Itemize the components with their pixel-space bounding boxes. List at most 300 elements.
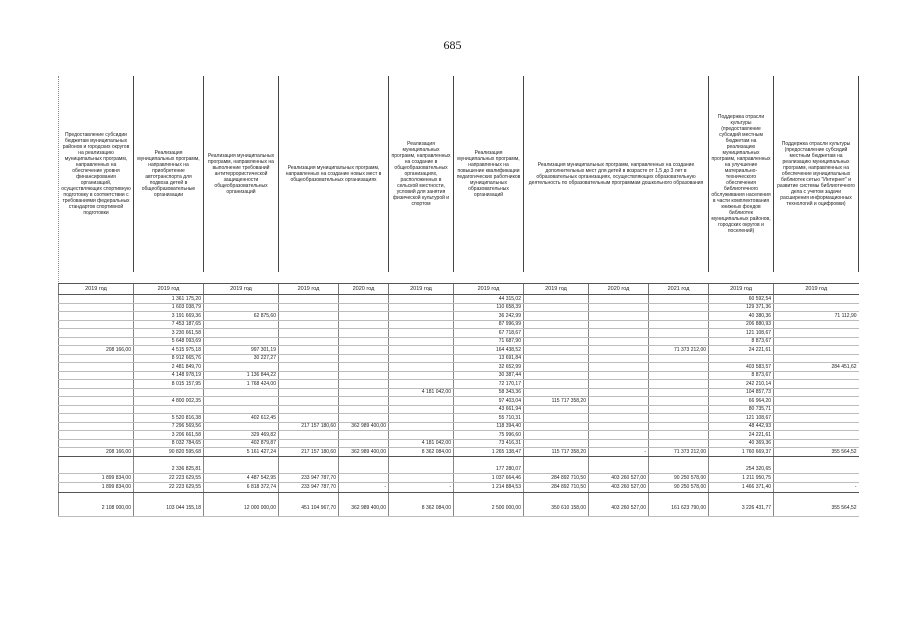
table-cell: [774, 329, 859, 338]
table-cell: 115 717 358,20: [524, 448, 589, 457]
table-cell: [649, 329, 709, 338]
table-cell: [524, 312, 589, 321]
table-cell: 206 880,93: [709, 320, 774, 329]
table-cell: [59, 439, 134, 448]
header-cell: Предоставление субсидии бюджетам муниципальных районов и городских округов на реализацию муниципальных программ, направленных на обеспечение уровня финансирования организаций, осуществляющих спортивную подготовку в соответствии с требованиями федеральных стандартов спортивной подготовки: [59, 76, 134, 272]
table-cell: [279, 431, 339, 440]
table-cell: [339, 303, 389, 312]
year-cell: 2019 год: [59, 284, 134, 295]
table-cell: 1 899 834,00: [59, 474, 134, 483]
table-cell: [389, 320, 454, 329]
table-cell: [204, 295, 279, 304]
table-cell: [59, 414, 134, 423]
table-cell: [59, 295, 134, 304]
table-cell: [589, 337, 649, 346]
table-row: [59, 295, 859, 304]
table-cell: [524, 303, 589, 312]
table-cell: [279, 388, 339, 397]
table-cell: 997 301,19: [204, 346, 279, 355]
table-cell: 90 250 578,00: [649, 474, 709, 483]
table-cell: [59, 380, 134, 389]
table-cell: 121 108,67: [709, 329, 774, 338]
header-cell: Реализация муниципальных программ, направленных на создание дополнительных мест для детей в возрасте от 1,5 до 3 лет в образовательных организациях, осуществляющих образовательную деятельность по образовательным программам дошкольного образования: [524, 76, 709, 272]
table-cell: 8 362 084,00: [389, 448, 454, 457]
table-cell: [774, 380, 859, 389]
table-cell: 30 227,27: [204, 354, 279, 363]
table-cell: [59, 329, 134, 338]
table-cell: [774, 388, 859, 397]
table-cell: [649, 388, 709, 397]
table-cell: 403 260 527,00: [589, 482, 649, 492]
table-cell: [524, 405, 589, 414]
table-cell: [339, 295, 389, 304]
table-cell: [589, 414, 649, 423]
table-cell: [524, 380, 589, 389]
table-cell: [589, 303, 649, 312]
table-cell: 2 500 000,00: [454, 502, 524, 517]
table-cell: [279, 380, 339, 389]
year-cell: 2020 год: [589, 284, 649, 295]
table-cell: 1 899 834,00: [59, 482, 134, 492]
table-cell: [59, 466, 134, 474]
table-cell: 254 320,65: [709, 466, 774, 474]
table-cell: [774, 414, 859, 423]
table-cell: 1 603 038,79: [134, 303, 204, 312]
table-cell: [59, 337, 134, 346]
table-cell: 75 996,60: [454, 431, 524, 440]
table-cell: [389, 431, 454, 440]
table-cell: 4 148 978,19: [134, 371, 204, 380]
table-row: [59, 354, 859, 363]
table-cell: [589, 388, 649, 397]
table-cell: [589, 320, 649, 329]
table-cell: [524, 329, 589, 338]
table-cell: [279, 439, 339, 448]
table-cell: [589, 295, 649, 304]
table-cell: 121 108,67: [709, 414, 774, 423]
table-cell: [589, 329, 649, 338]
table-cell: [204, 405, 279, 414]
table-cell: 129 371,36: [709, 303, 774, 312]
table-cell: [204, 303, 279, 312]
table-cell: 1 760 669,37: [709, 448, 774, 457]
table-cell: 8 362 084,00: [389, 502, 454, 517]
table-cell: [389, 422, 454, 431]
table-row: [59, 337, 859, 346]
table-cell: [279, 312, 339, 321]
table-cell: 3 206 661,58: [134, 431, 204, 440]
table-cell: [204, 329, 279, 338]
table-cell: [774, 337, 859, 346]
table-cell: 1 211 950,75: [709, 474, 774, 483]
table-cell: 217 157 180,60: [279, 448, 339, 457]
table-cell: [279, 363, 339, 372]
table-cell: [339, 397, 389, 406]
table-cell: 403 260 527,00: [589, 474, 649, 483]
table-cell: 8 873,67: [709, 371, 774, 380]
table-cell: 32 652,99: [454, 363, 524, 372]
table-cell: [774, 466, 859, 474]
table-cell: [524, 388, 589, 397]
spacer-row: [59, 456, 859, 466]
table-cell: 403 260 527,00: [589, 502, 649, 517]
table-cell: 8 015 157,95: [134, 380, 204, 389]
table-cell: [204, 388, 279, 397]
table-cell: 1 768 424,00: [204, 380, 279, 389]
table-cell: [649, 295, 709, 304]
table-cell: 6 818 372,74: [204, 482, 279, 492]
table-cell: [589, 405, 649, 414]
table-cell: 115 717 358,20: [524, 397, 589, 406]
table-cell: [59, 320, 134, 329]
table-cell: [339, 439, 389, 448]
table-cell: 40 380,36: [709, 312, 774, 321]
year-cell: 2019 год: [774, 284, 859, 295]
table-cell: 284 892 710,50: [524, 474, 589, 483]
table-cell: 3 191 669,36: [134, 312, 204, 321]
header-cell: Реализация муниципальных программ, направленных на создание в общеобразовательных организациях, расположенных в сельской местности, условий для занятия физической культурой и спортом: [389, 76, 454, 272]
table-cell: [339, 337, 389, 346]
header-cell: Реализация муниципальных программ, направленных на выполнение требований антитеррористической защищенности общеобразовательных организаций: [204, 76, 279, 272]
table-cell: [389, 346, 454, 355]
table-cell: [524, 320, 589, 329]
table-cell: 2 108 000,00: [59, 502, 134, 517]
table-cell: 164 438,52: [454, 346, 524, 355]
table-cell: 1 361 175,20: [134, 295, 204, 304]
table-cell: 233 947 787,70: [279, 474, 339, 483]
table-cell: [339, 466, 389, 474]
header-cell: Реализация муниципальных программ, направленных на приобретение автотранспорта для подвоза детей в общеобразовательные организации: [134, 76, 204, 272]
table-cell: 71 687,90: [454, 337, 524, 346]
table-cell: [389, 474, 454, 483]
table-cell: 48 442,93: [709, 422, 774, 431]
page-number: 685: [443, 38, 462, 52]
table-cell: 402 612,45: [204, 414, 279, 423]
table-cell: 22 223 629,55: [134, 482, 204, 492]
table-cell: 73 416,31: [454, 439, 524, 448]
table-cell: [774, 439, 859, 448]
table-cell: [649, 405, 709, 414]
table-cell: [589, 422, 649, 431]
table-cell: 7 296 569,56: [134, 422, 204, 431]
table-cell: -: [774, 482, 859, 492]
table-cell: [389, 466, 454, 474]
table-cell: 362 989 400,00: [339, 502, 389, 517]
table-cell: [649, 414, 709, 423]
table-cell: [589, 397, 649, 406]
final-total-row: [59, 502, 859, 517]
table-cell: [524, 439, 589, 448]
table-cell: 5 648 093,69: [134, 337, 204, 346]
table-cell: [339, 354, 389, 363]
table-cell: [589, 371, 649, 380]
table-cell: [774, 346, 859, 355]
table-cell: [204, 363, 279, 372]
table-cell: [279, 354, 339, 363]
table-cell: 103 044 155,18: [134, 502, 204, 517]
table-cell: [649, 397, 709, 406]
table-cell: [589, 466, 649, 474]
table-cell: [524, 295, 589, 304]
table-cell: [774, 303, 859, 312]
table-cell: [774, 397, 859, 406]
table-cell: [389, 303, 454, 312]
table-row: [59, 320, 859, 329]
table-row: [59, 422, 859, 431]
table-cell: [524, 422, 589, 431]
table-cell: 4 800 002,35: [134, 397, 204, 406]
table-cell: [649, 354, 709, 363]
table-cell: 8 032 784,65: [134, 439, 204, 448]
table-cell: [389, 397, 454, 406]
table-cell: 350 610 158,00: [524, 502, 589, 517]
total-row: [59, 448, 859, 457]
table-cell: [774, 295, 859, 304]
table-cell: 67 718,67: [454, 329, 524, 338]
table-cell: [524, 363, 589, 372]
table-cell: 284 451,62: [774, 363, 859, 372]
header-cell: Реализация муниципальных программ, направленных на создание новых мест в общеобразовательных организациях: [279, 76, 389, 272]
table-row: [59, 397, 859, 406]
table-cell: 1 037 664,46: [454, 474, 524, 483]
table-cell: 161 623 790,00: [649, 502, 709, 517]
table-cell: 80 735,71: [709, 405, 774, 414]
table-cell: [524, 371, 589, 380]
table-cell: 90 250 578,00: [649, 482, 709, 492]
table-cell: [389, 312, 454, 321]
table-cell: [59, 312, 134, 321]
table-row: [59, 405, 859, 414]
table-cell: [59, 388, 134, 397]
table-cell: [774, 371, 859, 380]
table-cell: 55 710,31: [454, 414, 524, 423]
table-cell: [389, 405, 454, 414]
table-cell: 208 166,00: [59, 448, 134, 457]
table-cell: [204, 466, 279, 474]
table-cell: [279, 397, 339, 406]
table-row: [59, 439, 859, 448]
table-cell: 451 104 967,70: [279, 502, 339, 517]
table-cell: 4 515 975,18: [134, 346, 204, 355]
table-cell: 233 947 787,70: [279, 482, 339, 492]
header-cell: Поддержка отрасли культуры (предоставление субсидий местным бюджетам на реализацию муниципальных программ, направленных на улучшение материально-технического обеспечения библиотечного обслуживания населения в части комплектования книжных фондов библиотек муниципальных районов, городских округов и поселений): [709, 76, 774, 272]
table-row: [59, 371, 859, 380]
table-cell: [339, 329, 389, 338]
table-cell: 62 875,60: [204, 312, 279, 321]
table-cell: 8 873,67: [709, 337, 774, 346]
header-row: [59, 76, 859, 272]
table-cell: [59, 303, 134, 312]
table-cell: 4 487 542,95: [204, 474, 279, 483]
table-cell: [649, 466, 709, 474]
table-cell: 71 112,90: [774, 312, 859, 321]
table-cell: [204, 320, 279, 329]
table-cell: 284 892 710,50: [524, 482, 589, 492]
table-row: [59, 363, 859, 372]
table-cell: [59, 371, 134, 380]
table-cell: [59, 422, 134, 431]
year-cell: 2019 год: [204, 284, 279, 295]
table-cell: -: [389, 482, 454, 492]
table-cell: 5 161 427,24: [204, 448, 279, 457]
table-cell: [339, 414, 389, 423]
table-cell: [339, 405, 389, 414]
year-cell: 2019 год: [279, 284, 339, 295]
table-cell: [59, 363, 134, 372]
table-cell: [59, 354, 134, 363]
table-row: [59, 482, 859, 492]
table-cell: 30 387,44: [454, 371, 524, 380]
table-cell: 1 136 844,22: [204, 371, 279, 380]
table-cell: [339, 431, 389, 440]
spacer-row: [59, 272, 859, 284]
header-cell: Реализация муниципальных программ, направленных на повышение квалификации педагогических работников муниципальных образовательных организаций: [454, 76, 524, 272]
table-cell: [524, 354, 589, 363]
table-cell: 242 210,14: [709, 380, 774, 389]
table-cell: [774, 474, 859, 483]
table-cell: 403 583,57: [709, 363, 774, 372]
table-cell: [649, 337, 709, 346]
table-cell: [204, 397, 279, 406]
table-cell: [339, 363, 389, 372]
table-cell: 1 214 884,53: [454, 482, 524, 492]
table-cell: 1 265 138,47: [454, 448, 524, 457]
table-cell: [279, 320, 339, 329]
table-cell: 118 394,40: [454, 422, 524, 431]
table-cell: 40 369,36: [709, 439, 774, 448]
table-cell: [339, 371, 389, 380]
table-cell: 104 857,73: [709, 388, 774, 397]
table-cell: 8 912 665,76: [134, 354, 204, 363]
table-cell: 12 000 000,00: [204, 502, 279, 517]
table-cell: [524, 414, 589, 423]
table-cell: [649, 431, 709, 440]
table-cell: [389, 380, 454, 389]
table-cell: 7 453 187,65: [134, 320, 204, 329]
table-cell: [649, 312, 709, 321]
table-cell: [649, 363, 709, 372]
table-cell: [279, 303, 339, 312]
table-cell: [389, 371, 454, 380]
table-cell: [389, 295, 454, 304]
table-row: [59, 431, 859, 440]
table-cell: [339, 320, 389, 329]
table-cell: 90 820 595,68: [134, 448, 204, 457]
table-cell: [589, 363, 649, 372]
table-cell: [339, 388, 389, 397]
table-cell: [204, 422, 279, 431]
table-cell: -: [589, 448, 649, 457]
table-cell: [649, 380, 709, 389]
year-cell: 2020 год: [339, 284, 389, 295]
table-row: [59, 329, 859, 338]
spacer-row: [59, 492, 859, 502]
header-cell: Поддержка отрасли культуры (предоставление субсидий местным бюджетам на реализацию муниципальных программ, направленных на обеспечение муниципальных библиотек сетью "Интернет" и развитие системы библиотечного дела с учетом задачи расширения информационных технологий и оцифровки): [774, 76, 859, 272]
table-cell: [279, 466, 339, 474]
table-cell: [774, 422, 859, 431]
table-cell: 44 315,02: [454, 295, 524, 304]
table-cell: 3 226 431,77: [709, 502, 774, 517]
table-cell: [279, 371, 339, 380]
table-row: [59, 346, 859, 355]
table-cell: [204, 337, 279, 346]
table-cell: [389, 363, 454, 372]
table-cell: [339, 346, 389, 355]
table-row: [59, 474, 859, 483]
table-cell: [339, 380, 389, 389]
table-cell: [649, 439, 709, 448]
table-cell: 22 223 629,55: [134, 474, 204, 483]
table-cell: [524, 346, 589, 355]
table-cell: 24 221,61: [709, 346, 774, 355]
table-cell: 36 242,99: [454, 312, 524, 321]
table-cell: [524, 431, 589, 440]
table-cell: 1 466 371,40: [709, 482, 774, 492]
table-cell: 66 964,20: [709, 397, 774, 406]
table-cell: [59, 405, 134, 414]
table-cell: 110 658,39: [454, 303, 524, 312]
table-cell: 43 661,94: [454, 405, 524, 414]
year-cell: 2019 год: [454, 284, 524, 295]
table-cell: [524, 337, 589, 346]
table-cell: 362 989 400,00: [339, 448, 389, 457]
table-cell: [774, 405, 859, 414]
table-cell: [339, 474, 389, 483]
table-cell: 355 564,52: [774, 448, 859, 457]
table-cell: 87 996,99: [454, 320, 524, 329]
table-cell: [59, 431, 134, 440]
table-cell: [279, 414, 339, 423]
table-cell: [59, 397, 134, 406]
year-cell: 2019 год: [134, 284, 204, 295]
table-row: [59, 414, 859, 423]
table-cell: [649, 422, 709, 431]
table-cell: -: [339, 482, 389, 492]
table-cell: [389, 354, 454, 363]
table-cell: [279, 405, 339, 414]
table-cell: [589, 354, 649, 363]
table-cell: [649, 320, 709, 329]
table-row: [59, 312, 859, 321]
budget-table: [58, 76, 859, 517]
table-cell: [339, 312, 389, 321]
table-cell: [134, 405, 204, 414]
year-cell: 2019 год: [709, 284, 774, 295]
table-cell: [589, 380, 649, 389]
table-cell: [774, 320, 859, 329]
table-cell: [589, 346, 649, 355]
table-cell: [134, 388, 204, 397]
table-cell: [589, 312, 649, 321]
table-cell: 4 181 042,00: [389, 388, 454, 397]
table-cell: [389, 337, 454, 346]
table-cell: 72 170,17: [454, 380, 524, 389]
table-cell: 362 989 400,00: [339, 422, 389, 431]
year-cell: 2019 год: [524, 284, 589, 295]
table-cell: [279, 329, 339, 338]
table-cell: [649, 303, 709, 312]
year-cell: 2021 год: [649, 284, 709, 295]
table-cell: [279, 295, 339, 304]
table-cell: [589, 431, 649, 440]
table-cell: 13 691,84: [454, 354, 524, 363]
table-cell: 3 230 661,58: [134, 329, 204, 338]
table-cell: 24 221,61: [709, 431, 774, 440]
table-cell: 60 592,54: [709, 295, 774, 304]
table-cell: 355 564,52: [774, 502, 859, 517]
table-cell: 71 373 212,00: [649, 448, 709, 457]
table-cell: 97 403,04: [454, 397, 524, 406]
